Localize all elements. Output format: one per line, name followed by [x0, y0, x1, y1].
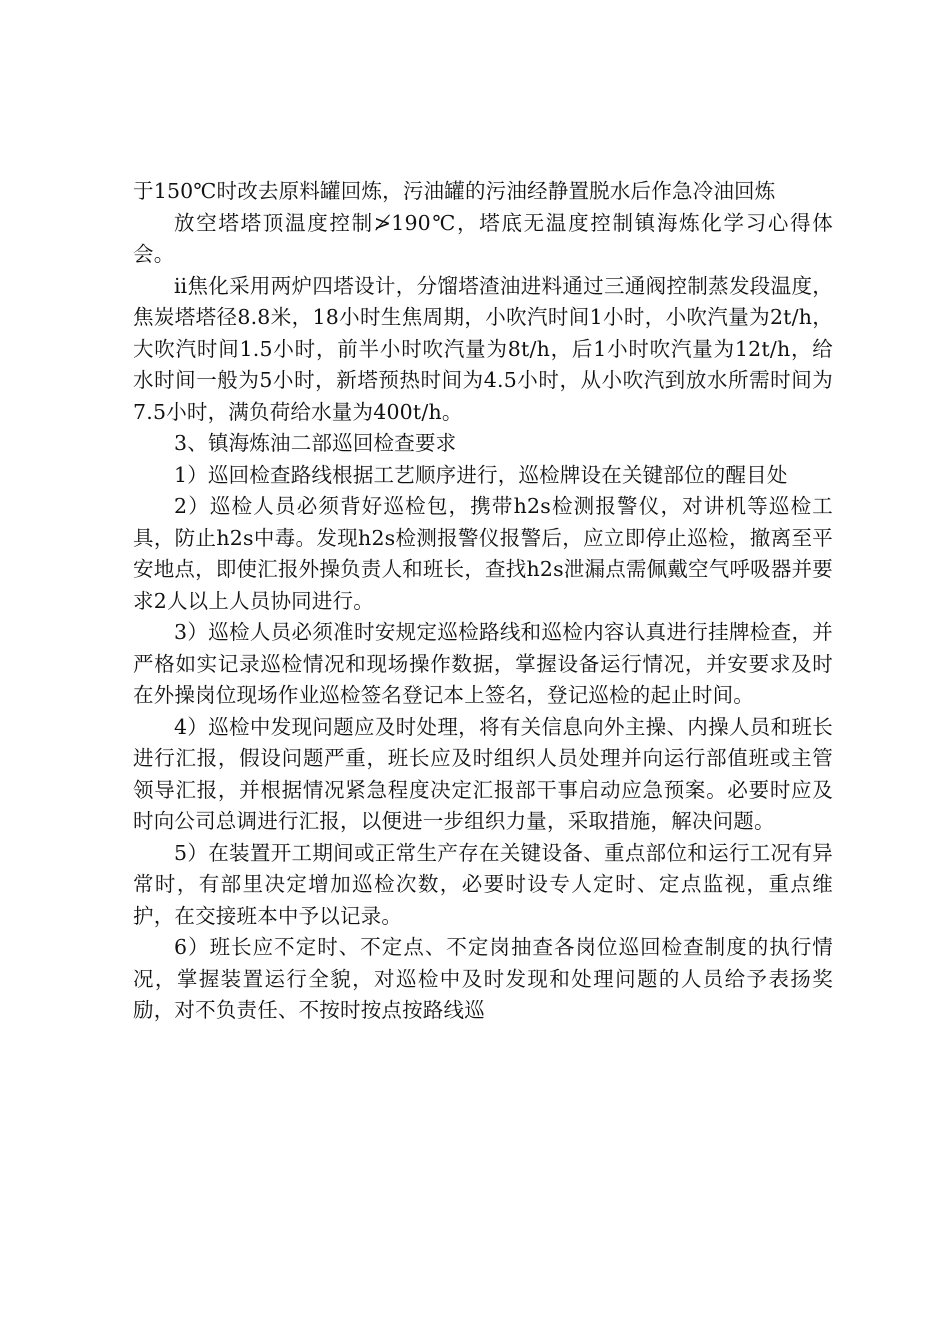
list-item-6: 6）班长应不定时、不定点、不定岗抽查各岗位巡回检查制度的执行情况，掌握装置运行全貌，对巡检中及时发现和处理问题的人员给予表扬奖励，对不负责任、不按时按点按路线巡 — [133, 935, 833, 1022]
list-item-1: 1）巡回检查路线根据工艺顺序进行，巡检牌设在关键部位的醒目处 — [174, 462, 788, 487]
paragraph-coking-design: ⅱ焦化采用两炉四塔设计，分馏塔渣油进料通过三通阀控制蒸发段温度，焦炭塔塔径8.8米，18小时生焦周期，小吹汽时间1小时，小吹汽量为2t/h，大吹汽时间1.5小时，前半小时吹汽量为8t/h，后1小时吹汽量为12t/h，给水时间一般为5小时，新塔预热时间为4.5小时，从小吹汽到放水所需时间为7.5小时，满负荷给水量为400t/h。 — [133, 273, 833, 424]
document-body — [133, 176, 833, 1027]
paragraph-vent-tower: 放空塔塔顶温度控制≯190℃，塔底无温度控制镇海炼化学习心得体会。 — [133, 210, 833, 266]
paragraph-continuation: 于150℃时改去原料罐回炼，污油罐的污油经静置脱水后作急冷油回炼 — [133, 179, 776, 203]
list-item-3: 3）巡检人员必须准时安规定巡检路线和巡检内容认真进行挂牌检查，并严格如实记录巡检情况和现场操作数据，掌握设备运行情况，并安要求及时在外操岗位现场作业巡检签名登记本上签名，登记巡检的起止时间。 — [133, 620, 833, 707]
section-heading-inspection: 3、镇海炼油二部巡回检查要求 — [174, 431, 457, 455]
list-item-5: 5）在装置开工期间或正常生产存在关键设备、重点部位和运行工况有异常时，有部里决定增加巡检次数，必要时设专人定时、定点监视，重点维护，在交接班本中予以记录。 — [133, 840, 833, 928]
list-item-4: 4）巡检中发现问题应及时处理，将有关信息向外主操、内操人员和班长进行汇报，假设问题严重，班长应及时组织人员处理并向运行部值班或主管领导汇报，并根据情况紧急程度决定汇报部干事启动应急预案。必要时应及时向公司总调进行汇报，以便进一步组织力量，采取措施，解决问题。 — [133, 714, 833, 833]
list-item-2: 2）巡检人员必须背好巡检包，携带h2s检测报警仪，对讲机等巡检工具，防止h2s中毒。发现h2s检测报警仪报警后，应立即停止巡检，撤离至平安地点，即使汇报外操负责人和班长，查找h2s泄漏点需佩戴空气呼吸器并要求2人以上人员协同进行。 — [133, 494, 833, 613]
